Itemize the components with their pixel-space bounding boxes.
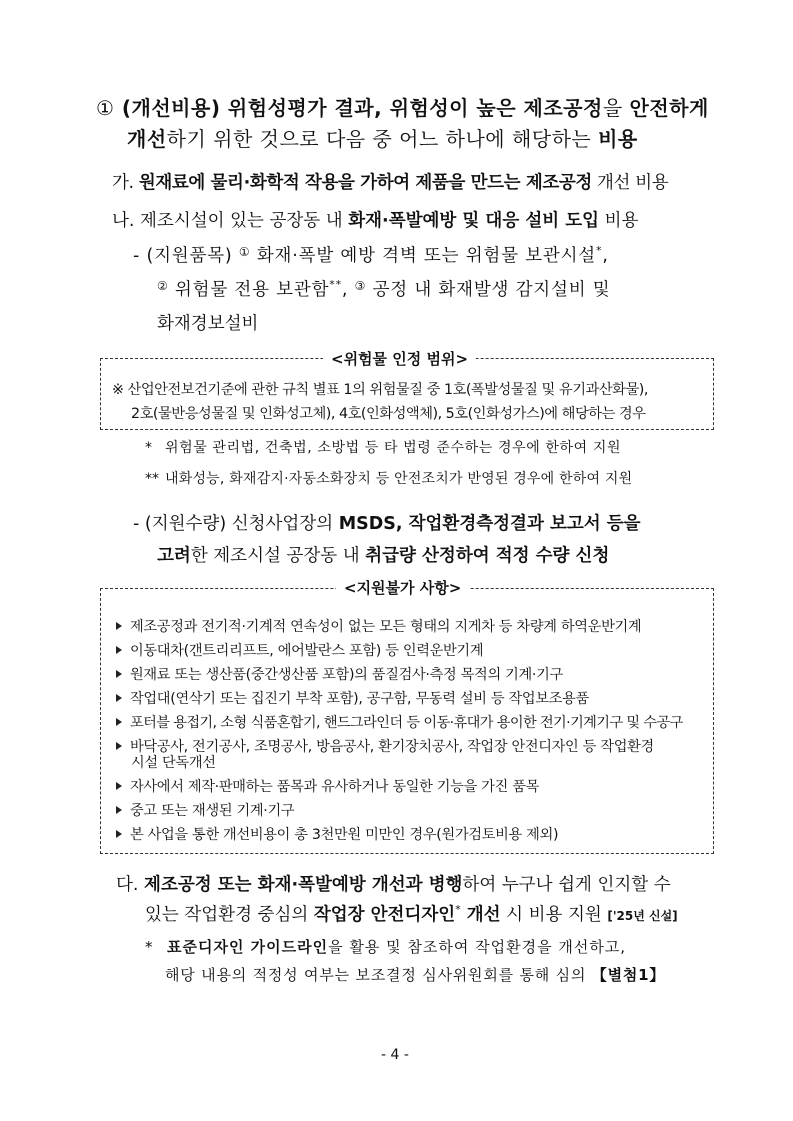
appendix-1-tag: 【별첨1】	[591, 966, 666, 984]
note-2	[145, 468, 632, 488]
ineligible-item-text: 원재료 또는 생산품(중간생산품 포함)의 품질검사·측정 목적의 기계·기구	[130, 667, 563, 683]
subitem-da-footnote-mark: *	[455, 903, 461, 916]
triangle-bullet-icon	[116, 718, 122, 726]
design-note-mark: *	[145, 938, 154, 956]
subitem-ga-marker: 가.	[112, 173, 134, 193]
item-1-number: ①	[96, 96, 115, 120]
design-note-text-2: 해당 내용의 적정성 여부는 보조결정 심사위원회를 통해 심의	[165, 966, 592, 984]
subitem-ga-tail: 개선 비용	[591, 173, 669, 193]
subitem-ga-bold: 원재료에 물리·화학적 작용을 가하여 제품을 만드는 제조공정	[138, 173, 592, 193]
i1l1-run-2: 안전하게	[629, 96, 709, 120]
footnote-mark-1: *	[596, 244, 603, 257]
item-1-line-2-text	[127, 127, 638, 151]
support-items-text-1: 화재·폭발 예방 격벽 또는 위험물 보관시설	[250, 246, 597, 266]
subitem-da-line-2	[145, 901, 678, 926]
circled-2: ②	[157, 279, 169, 293]
ineligible-item-text: 본 사업을 통한 개선비용이 총 3천만원 미만인 경우(원가검토비용 제외)	[130, 827, 559, 843]
note-1-mark: *	[145, 440, 152, 456]
subitem-da-tail-2: 시 비용 지원	[500, 905, 608, 925]
ineligible-item	[116, 824, 558, 844]
subitem-da-line-1	[116, 871, 671, 896]
quantity-line-1	[133, 510, 641, 535]
subitem-na-marker: 나.	[112, 211, 135, 231]
note-1-text: 위험물 관리법, 건축법, 소방법 등 타 법령 준수하는 경우에 한하여 지원	[165, 440, 622, 456]
i1l1-run-1: 을	[602, 96, 630, 120]
hazard-scope-line-2: 2호(물반응성물질 및 인화성고체), 4호(인화성액체), 5호(인화성가스)에 해당하는 경우	[131, 406, 646, 422]
quantity-text: 한 제조시설 공장동 내	[190, 546, 366, 566]
item-1-line-2	[127, 123, 638, 152]
ineligible-item	[116, 640, 483, 660]
support-items-text-3: 공정 내 화재발생 감지설비 및	[366, 280, 611, 300]
subitem-da-bold-2: 작업장 안전디자인	[313, 905, 456, 925]
hazard-scope-title: <위험물 인정 범위>	[323, 348, 476, 369]
note-2-text: 내화성능, 화재감지·자동소화장치 등 안전조치가 반영된 경우에 한하여 지원	[165, 471, 633, 487]
triangle-bullet-icon	[116, 742, 122, 750]
subitem-na-bold: 화재·폭발예방 및 대응 설비 도입	[348, 211, 600, 231]
ineligible-item	[116, 688, 589, 708]
quantity-line-2	[157, 542, 609, 567]
support-items-label: - (지원품목)	[133, 246, 239, 266]
item-1-line-1	[96, 92, 709, 121]
note-1	[145, 437, 621, 457]
ineligible-item-text: 작업대(연삭기 또는 집진기 부착 포함), 공구함, 무동력 설비 등 작업보조용품	[130, 691, 589, 707]
circled-3: ③	[354, 279, 367, 293]
quantity-label: - (지원수량) 신청사업장의	[133, 514, 339, 534]
triangle-bullet-icon	[116, 646, 122, 654]
i1l2-run-2: 비용	[598, 127, 638, 151]
ineligible-item-text: 자사에서 제작·판매하는 품목과 유사하거나 동일한 기능을 가진 품목	[130, 779, 540, 795]
support-items-text-4: 화재경보설비	[157, 314, 259, 334]
subitem-na-tail: 비용	[599, 211, 639, 231]
triangle-bullet-icon	[116, 806, 122, 814]
triangle-bullet-icon	[116, 782, 122, 790]
support-items-line-2	[157, 276, 610, 301]
design-note-line-2	[165, 964, 665, 985]
page-number: - 4 -	[381, 1047, 409, 1063]
ineligible-item	[116, 664, 563, 684]
subitem-da-marker: 다.	[116, 875, 139, 895]
triangle-bullet-icon	[116, 694, 122, 702]
support-items-text-2: 위험물 전용 보관함	[168, 280, 330, 300]
new-2025-tag: ['25년 신설]	[607, 909, 678, 923]
triangle-bullet-icon	[116, 830, 122, 838]
design-note-line-1	[145, 936, 626, 957]
ineligible-item-text: 이동대차(갠트리리프트, 에어발란스 포함) 등 인력운반기계	[130, 643, 484, 659]
quantity-bold-3: 취급량 산정하여 적정 수량 신청	[365, 546, 610, 566]
ineligible-item	[116, 616, 641, 636]
ineligible-title: <지원불가 사항>	[336, 577, 469, 598]
design-note-tail: 을 활용 및 참조하여 작업환경을 개선하고,	[328, 938, 627, 956]
i1l2-run-1: 하기 위한 것으로 다음 중 어느 하나에 해당하는	[166, 127, 599, 151]
item-1-line-1-text	[114, 96, 708, 120]
subitem-da-tail-1: 하여 누구나 쉽게 인지할 수	[462, 875, 671, 895]
ineligible-item-text: 제조공정과 전기적·기계적 연속성이 없는 모든 형태의 지게차 등 차량계 하역운반기계	[130, 619, 642, 635]
triangle-bullet-icon	[116, 622, 122, 630]
quantity-bold-1: MSDS, 작업환경측정결과 보고서 등을	[338, 514, 641, 534]
circled-1: ①	[238, 245, 251, 259]
ineligible-item	[116, 776, 539, 796]
i1l2-run-0: 개선	[127, 127, 167, 151]
triangle-bullet-icon	[116, 670, 122, 678]
subitem-da-bold-1: 제조공정 또는 화재·폭발예방 개선과 병행	[144, 875, 463, 895]
support-items-comma: ,	[602, 246, 609, 266]
ineligible-item-text: 바닥공사, 전기공사, 조명공사, 방음공사, 환기장치공사, 작업장 안전디자인 등 작업환경	[130, 739, 654, 755]
ineligible-item	[116, 712, 683, 732]
support-items-line-1	[133, 242, 609, 267]
design-note-bold: 표준디자인 가이드라인	[167, 938, 329, 956]
subitem-da-bold-3: 개선	[460, 905, 501, 925]
subitem-na	[112, 207, 638, 232]
support-items-sep: ,	[341, 280, 355, 300]
footnote-mark-2: **	[329, 278, 342, 291]
ineligible-item-continuation: 시설 단독개선	[131, 755, 216, 771]
note-2-mark: **	[145, 471, 159, 487]
subitem-ga	[112, 169, 668, 194]
quantity-bold-2: 고려	[157, 546, 191, 566]
ineligible-item-text: 중고 또는 재생된 기계·기구	[130, 803, 295, 819]
ineligible-item	[116, 800, 294, 820]
ineligible-item-text: 포터블 용접기, 소형 식품혼합기, 핸드그라인더 등 이동·휴대가 용이한 전기·기계기구 및 수공구	[130, 715, 683, 731]
subitem-na-head: 제조시설이 있는 공장동 내	[134, 211, 349, 231]
support-items-line-3	[157, 310, 258, 335]
subitem-da-head-2: 있는 작업환경 중심의	[145, 905, 314, 925]
i1l1-run-0: (개선비용) 위험성평가 결과, 위험성이 높은 제조공정	[114, 96, 603, 120]
hazard-scope-line-1: ※ 산업안전보건기준에 관한 규칙 별표 1의 위험물질 중 1호(폭발성물질 및 유기과산화물),	[112, 382, 648, 398]
